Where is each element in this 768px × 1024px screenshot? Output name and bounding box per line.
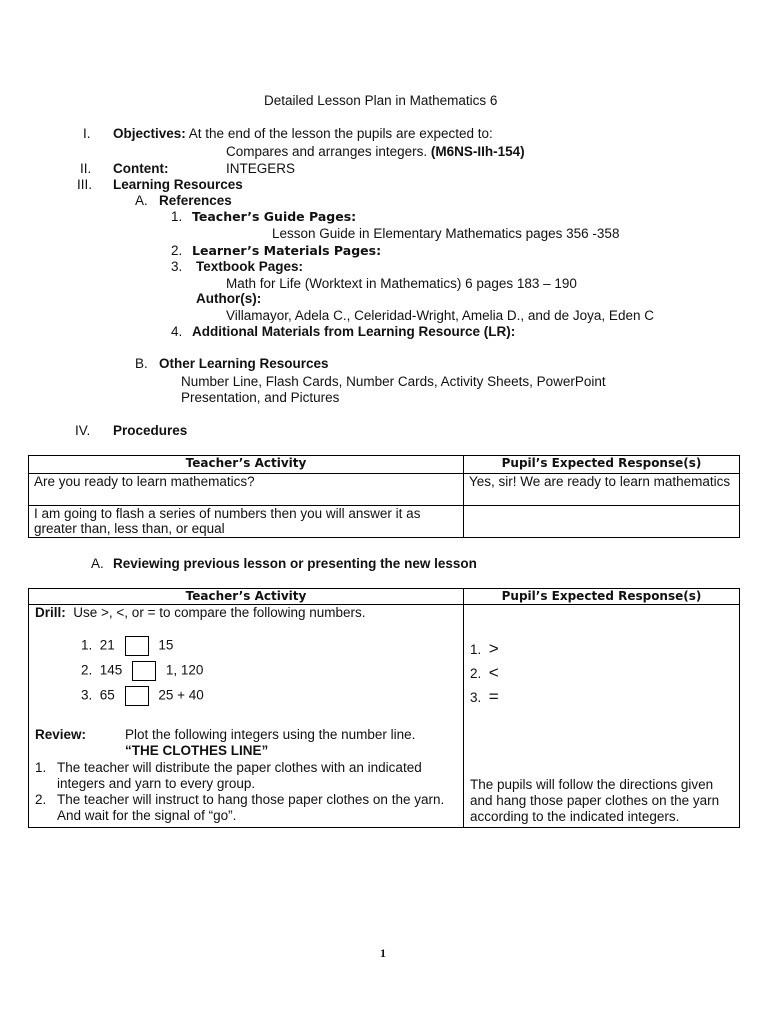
ref1-value: Lesson Guide in Elementary Mathematics pages 356 -358 bbox=[272, 226, 620, 241]
review-title: “THE CLOTHES LINE” bbox=[125, 743, 269, 758]
objectives-line bbox=[113, 126, 493, 142]
ref3-label: Textbook Pages: bbox=[196, 259, 304, 274]
answer-item bbox=[470, 665, 499, 681]
answer-item bbox=[470, 641, 499, 657]
drill-right: 25 + 40 bbox=[158, 687, 204, 703]
drill-left: 145 bbox=[99, 662, 123, 678]
drill-num: 1. bbox=[81, 637, 93, 653]
answer-symbol: = bbox=[488, 687, 499, 706]
drill-text: Use >, <, or = to compare the following numbers. bbox=[73, 605, 366, 620]
header-pupil: Pupil’s Expected Response(s) bbox=[464, 456, 740, 474]
other-line1: Number Line, Flash Cards, Number Cards, Activity Sheets, PowerPoint bbox=[181, 374, 606, 389]
answer-box[interactable] bbox=[125, 686, 149, 706]
section-a-label: Reviewing previous lesson or presenting the new lesson bbox=[113, 556, 477, 571]
drill-right: 15 bbox=[158, 637, 174, 653]
answer-num: 1. bbox=[470, 642, 482, 657]
step-num: 2. bbox=[35, 792, 47, 807]
content-numeral: II. bbox=[80, 161, 92, 176]
ref3-value: Math for Life (Worktext in Mathematics) 6 pages 183 – 190 bbox=[226, 276, 577, 291]
table-header-row bbox=[29, 456, 740, 474]
ref4-num: 4. bbox=[171, 324, 183, 339]
drill-num: 3. bbox=[81, 687, 93, 703]
drill-left: 21 bbox=[99, 637, 115, 653]
objectives-subline bbox=[226, 144, 525, 160]
table-header-row bbox=[29, 589, 740, 605]
drill-item bbox=[81, 686, 204, 706]
objectives-sub-text: Compares and arranges integers. bbox=[226, 144, 428, 159]
answer-symbol: < bbox=[488, 663, 499, 682]
references-letter: A. bbox=[135, 193, 148, 208]
answer-box[interactable] bbox=[132, 661, 156, 681]
teacher-cell bbox=[29, 605, 464, 828]
table-review bbox=[28, 588, 740, 828]
objectives-text: At the end of the lesson the pupils are expected to: bbox=[188, 126, 493, 141]
teacher-cell: Are you ready to learn mathematics? bbox=[29, 474, 464, 506]
teacher-cell: I am going to flash a series of numbers then you will answer it as greater than, less than, or equal bbox=[29, 506, 464, 538]
drill-left: 65 bbox=[99, 687, 115, 703]
other-line2: Presentation, and Pictures bbox=[181, 390, 340, 405]
section-a-letter: A. bbox=[91, 556, 104, 571]
table-row bbox=[29, 474, 740, 506]
procedures-label: Procedures bbox=[113, 423, 188, 438]
procedures-numeral: IV. bbox=[75, 423, 91, 438]
pupil-cell: Yes, sir! We are ready to learn mathematics bbox=[464, 474, 740, 506]
header-teacher: Teacher’s Activity bbox=[29, 589, 464, 605]
step-line: The teacher will distribute the paper clothes with an indicated bbox=[57, 760, 422, 775]
pupil-response: The pupils will follow the directions given and hang those paper clothes on the yarn according to the indicated integers. bbox=[470, 777, 720, 824]
drill-item bbox=[81, 636, 173, 656]
content-value: INTEGERS bbox=[226, 161, 296, 176]
drill-label: Drill: bbox=[35, 605, 66, 620]
ref2-label: Learner’s Materials Pages: bbox=[192, 243, 382, 258]
authors-label: Author(s): bbox=[196, 291, 262, 306]
table-row bbox=[29, 605, 740, 828]
ref1-num: 1. bbox=[171, 209, 183, 224]
step-num: 1. bbox=[35, 760, 47, 775]
ref4-label: Additional Materials from Learning Resource (LR): bbox=[192, 324, 516, 339]
pupil-cell bbox=[464, 605, 740, 828]
step-line: integers and yarn to every group. bbox=[57, 776, 256, 791]
answer-num: 3. bbox=[470, 690, 482, 705]
other-label: Other Learning Resources bbox=[159, 356, 329, 371]
step-line: And wait for the signal of “go”. bbox=[57, 808, 237, 823]
drill-item bbox=[81, 661, 203, 681]
answer-symbol: > bbox=[488, 639, 499, 658]
ref3-num: 3. bbox=[171, 259, 183, 274]
answer-item bbox=[470, 689, 499, 705]
drill-line bbox=[35, 605, 366, 620]
learning-resources-numeral: III. bbox=[77, 177, 93, 192]
review-label: Review: bbox=[35, 727, 87, 742]
page-number: 1 bbox=[380, 946, 386, 960]
header-pupil: Pupil’s Expected Response(s) bbox=[464, 589, 740, 605]
references-label: References bbox=[159, 193, 232, 208]
content-label: Content: bbox=[113, 161, 169, 176]
answer-num: 2. bbox=[470, 666, 482, 681]
objectives-label: Objectives: bbox=[113, 126, 186, 141]
drill-right: 1, 120 bbox=[165, 662, 204, 678]
authors-value: Villamayor, Adela C., Celeridad-Wright, Amelia D., and de Joya, Eden C bbox=[226, 308, 654, 323]
objectives-code: (M6NS-IIh-154) bbox=[430, 144, 525, 159]
ref2-num: 2. bbox=[171, 243, 183, 258]
pupil-cell bbox=[464, 506, 740, 538]
table-procedures bbox=[28, 455, 740, 538]
drill-num: 2. bbox=[81, 662, 93, 678]
document-title: Detailed Lesson Plan in Mathematics 6 bbox=[264, 93, 498, 108]
table-row bbox=[29, 506, 740, 538]
other-letter: B. bbox=[135, 356, 148, 371]
ref1-label: Teacher’s Guide Pages: bbox=[192, 209, 357, 224]
answer-box[interactable] bbox=[125, 636, 149, 656]
review-text: Plot the following integers using the number line. bbox=[125, 727, 416, 742]
learning-resources-label: Learning Resources bbox=[113, 177, 243, 192]
objectives-numeral: I. bbox=[83, 126, 91, 141]
header-teacher: Teacher’s Activity bbox=[29, 456, 464, 474]
step-line: The teacher will instruct to hang those paper clothes on the yarn. bbox=[57, 792, 445, 807]
